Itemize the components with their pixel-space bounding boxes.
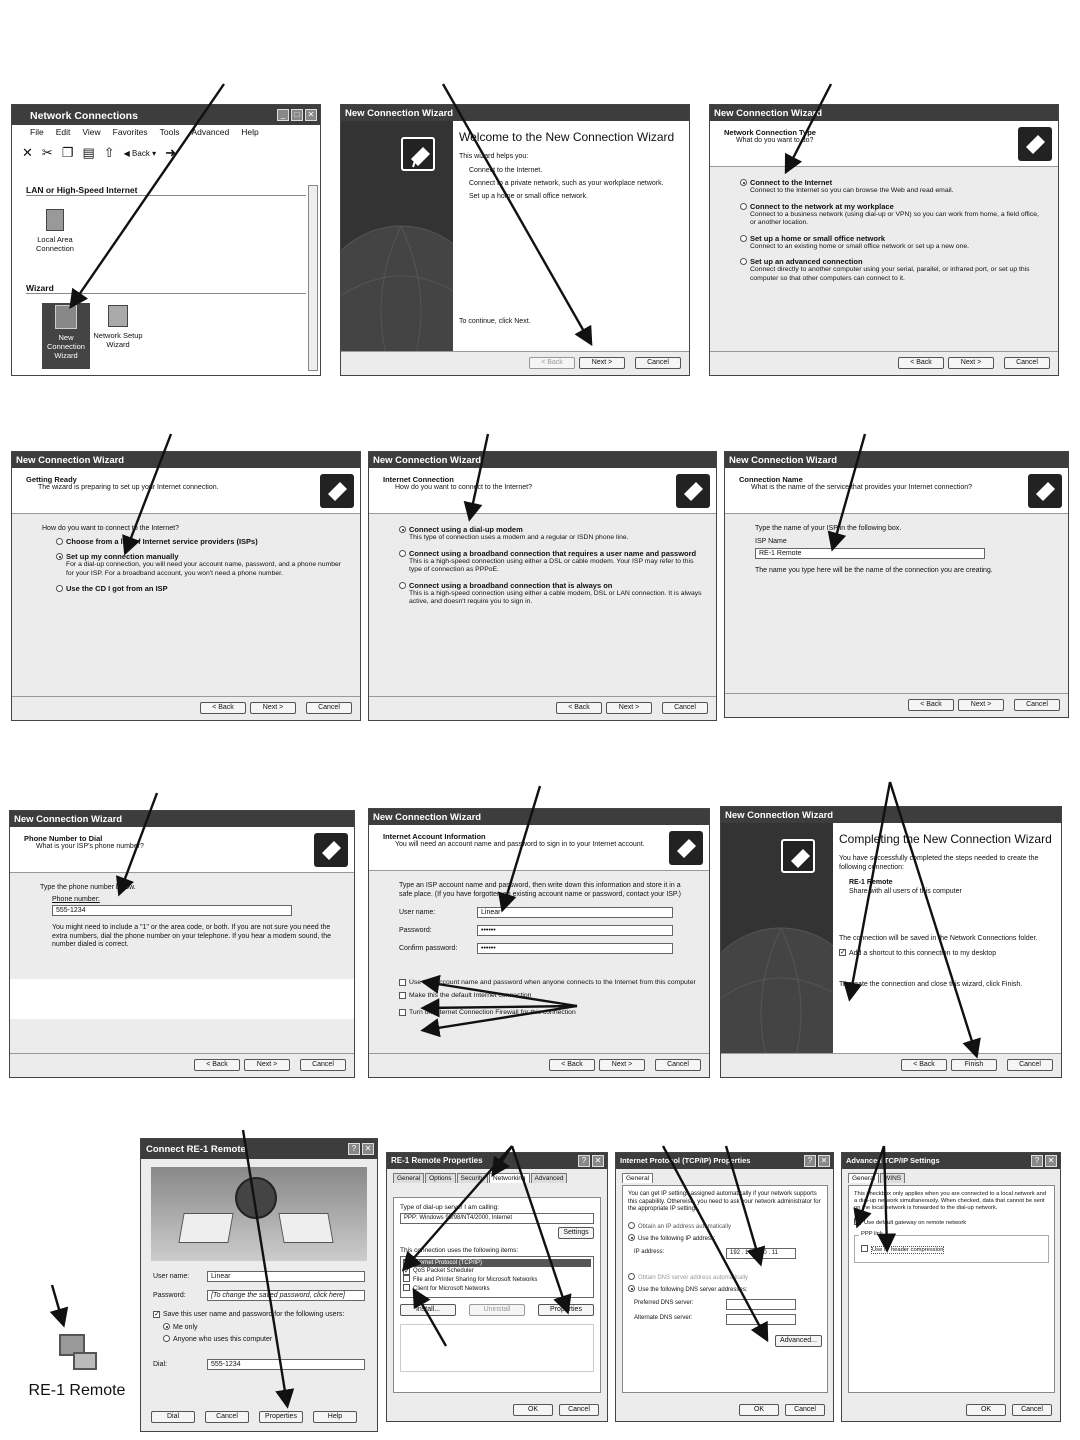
menu-advanced[interactable]: Advanced (191, 127, 230, 137)
option-broadband-always[interactable]: Connect using a broadband connection that is always on This is a high-speed connection using either a cable modem, DSL or LAN connection. It is always active, and doesn't require you to sign in. (399, 581, 702, 607)
password-label: Password: (399, 927, 432, 934)
account-info-window (368, 808, 710, 1078)
window-title: New Connection Wizard (710, 105, 1058, 121)
option-manual[interactable]: Set up my connection manually For a dial-up connection, you will need your account name, password, and a phone number for your ISP. For a broadband account, you won't need a phone number. (56, 552, 346, 578)
close-button[interactable]: ✕ (362, 1143, 374, 1155)
radio-auto-dns[interactable]: Obtain DNS server address automatically (628, 1273, 822, 1283)
internet-connection-window (368, 451, 717, 721)
list-item[interactable]: ✓ Internet Protocol (TCP/IP) (403, 1259, 591, 1267)
description-box (400, 1324, 594, 1372)
window-title: New Connection Wizard (725, 452, 1068, 468)
instruction: Type the phone number below. (40, 884, 136, 891)
window-title: Advanced TCP/IP Settings (842, 1153, 1060, 1169)
dial-select[interactable]: 555-1234 (207, 1359, 365, 1370)
alternate-dns-input[interactable] (726, 1314, 796, 1325)
network-connections-window (11, 104, 321, 376)
cancel-button[interactable]: Cancel (635, 357, 681, 369)
menu-bar (30, 127, 259, 137)
completing-wizard-window (720, 806, 1062, 1078)
wizard-logo-icon (781, 839, 815, 873)
finish-note: To create the connection and close this wizard, click Finish. (839, 981, 1023, 988)
tab-general[interactable]: General (848, 1173, 879, 1183)
phone-number-window (9, 810, 355, 1078)
instruction: Type an ISP account name and password, then write down this information and store it in a safe place. (If you have forgotten an existing account name or password, contact your ISP.) (399, 882, 681, 898)
window-title: New Connection Wizard (10, 811, 354, 827)
option-workplace[interactable]: Connect to the network at my workplace Connect to a business network (using dial-up or VPN) so you can work from home, a field office, or another location. (740, 202, 1044, 228)
header-subtitle: You will need an account name and password to sign in to your Internet account. (395, 841, 645, 848)
preferred-dns-label: Preferred DNS server: (634, 1300, 694, 1307)
intro-text: You can get IP settings assigned automatically if your network supports this capability. Otherwise, you need to ask your network administrator for the appropriate IP settings. (628, 1191, 821, 1212)
help-button[interactable]: Help (313, 1411, 357, 1423)
laptop-icon-2 (278, 1213, 333, 1243)
note: You might need to include a "1" or the area code, or both. If you are not sure you need the extra numbers, dial the phone number on your telephone. If you hear a modem sound, the number dialed is correct. (52, 924, 332, 948)
cancel-button[interactable]: Cancel (559, 1404, 599, 1416)
advanced-tcpip-dialog (841, 1152, 1061, 1422)
wizard-sidebar (721, 823, 833, 1053)
wizard-logo-icon (401, 137, 435, 171)
cancel-button[interactable]: Cancel (1007, 1059, 1053, 1071)
isp-name-label: ISP Name (755, 538, 787, 545)
back-button[interactable]: < Back (901, 1059, 947, 1071)
window-title: Network Connections (12, 105, 320, 125)
finish-button[interactable]: Finish (951, 1059, 997, 1071)
header-subtitle: The wizard is preparing to set up your Internet connection. (38, 484, 219, 491)
up-icon[interactable]: ⇧ (103, 145, 115, 160)
menu-edit[interactable]: Edit (55, 127, 71, 137)
checkbox-use-account[interactable]: Use this account name and password when anyone connects to the Internet from this computer (399, 979, 699, 987)
uninstall-button[interactable]: Uninstall (469, 1304, 525, 1316)
delete-icon[interactable]: ✕ (22, 145, 33, 160)
minimize-button[interactable]: _ (277, 109, 289, 121)
next-button[interactable]: Next > (579, 357, 625, 369)
items-list (400, 1256, 594, 1298)
tab-wins[interactable]: WINS (880, 1173, 905, 1183)
isp-name-input[interactable]: RE-1 Remote (755, 548, 985, 559)
connection-properties-dialog (386, 1152, 608, 1422)
username-label: User name: (399, 909, 436, 916)
install-button[interactable]: Install... (400, 1304, 456, 1316)
menu-tools[interactable]: Tools (159, 127, 180, 137)
back-button[interactable]: < Back (194, 1059, 240, 1071)
welcome-intro: This wizard helps you: (459, 153, 529, 160)
tab-options[interactable]: Options (425, 1173, 455, 1183)
tab-general[interactable]: General (622, 1173, 653, 1183)
ok-button[interactable]: OK (966, 1404, 1006, 1416)
section-lan: LAN or High-Speed Internet (26, 185, 306, 196)
toolbar (22, 145, 176, 161)
dial-label: Dial: (153, 1361, 168, 1368)
desktop-shortcut[interactable]: RE-1 Remote (22, 1330, 132, 1400)
ok-button[interactable]: OK (513, 1404, 553, 1416)
window-title: New Connection Wizard (369, 809, 709, 825)
wizard-sidebar (341, 121, 453, 351)
list-item[interactable]: ✓ QoS Packet Scheduler (404, 1268, 474, 1275)
cancel-button[interactable]: Cancel (1004, 357, 1050, 369)
username-input[interactable]: Linear (207, 1271, 365, 1282)
option-advanced[interactable]: Set up an advanced connection Connect directly to another computer using your serial, parallel, or infrared port, or set up this computer so that other computers can connect to it. (740, 257, 1044, 283)
ppp-link-label: PPP link (861, 1231, 883, 1237)
next-button[interactable]: Next > (606, 702, 652, 714)
option-isp-list[interactable]: Choose from a list of Internet service providers (ISPs) (56, 537, 346, 546)
cancel-button[interactable]: Cancel (205, 1411, 249, 1423)
wizard-logo-icon (320, 474, 354, 508)
properties-button[interactable]: Properties (259, 1411, 303, 1423)
wizard-icon (55, 305, 77, 329)
ip-address-label: IP address: (634, 1249, 665, 1256)
cancel-button[interactable]: Cancel (655, 1059, 701, 1071)
welcome-wizard-window (340, 104, 690, 376)
default-gateway-checkbox[interactable]: Use default gateway on remote network (854, 1218, 1049, 1227)
properties-button[interactable]: Properties (538, 1304, 594, 1316)
server-type-label: Type of dial-up server I am calling: (400, 1204, 499, 1211)
password-input[interactable]: [To change the saved password, click here] (207, 1290, 365, 1301)
window-title: Connect RE-1 Remote (141, 1139, 377, 1159)
tab-security[interactable]: Security (457, 1173, 488, 1183)
copy-icon[interactable]: ❐ (61, 145, 74, 160)
next-button[interactable]: Next > (958, 699, 1004, 711)
items-label: This connection uses the following items: (400, 1247, 519, 1254)
back-button[interactable]: ◀ Back ▾ (123, 148, 157, 158)
globe-icon (235, 1177, 277, 1219)
local-area-connection[interactable]: Local Area Connection (30, 209, 80, 253)
header-title: Phone Number to Dial (24, 834, 103, 843)
new-connection-wizard-icon[interactable]: New Connection Wizard (42, 303, 90, 369)
ip-address-input[interactable]: 192 . 168 . 20 . 11 (726, 1248, 796, 1259)
menu-favorites[interactable]: Favorites (112, 127, 148, 137)
header-title: Network Connection Type (724, 128, 816, 137)
option-connect-internet[interactable]: Connect to the Internet Connect to the Internet so you can browse the Web and read email. (740, 178, 1044, 196)
share-note: Share with all users of this computer (849, 888, 962, 895)
close-button[interactable]: ✕ (305, 109, 317, 121)
dial-button[interactable]: Dial (151, 1411, 195, 1423)
window-title: Internet Protocol (TCP/IP) Properties (616, 1153, 833, 1169)
cancel-button[interactable]: Cancel (306, 702, 352, 714)
radio-static-ip[interactable]: Use the following IP address: (628, 1234, 822, 1244)
close-button[interactable]: ✕ (1045, 1155, 1057, 1167)
phone-input[interactable]: 555-1234 (52, 905, 292, 916)
paste-icon[interactable]: ▤ (82, 145, 95, 160)
connection-name: RE-1 Remote (849, 879, 893, 886)
help-button[interactable]: ? (348, 1143, 360, 1155)
tcpip-properties-dialog (615, 1152, 834, 1422)
maximize-button[interactable]: □ (291, 109, 303, 121)
question: How do you want to connect to the Internet? (42, 525, 179, 532)
header-subtitle: How do you want to connect to the Internet? (395, 484, 532, 491)
next-button[interactable]: Next > (244, 1059, 290, 1071)
option-dialup[interactable]: Connect using a dial-up modem This type of connection uses a modem and a regular or ISDN phone line. (399, 525, 702, 543)
wizard-logo-icon (314, 833, 348, 867)
connection-name-window (724, 451, 1069, 718)
alternate-dns-label: Alternate DNS server: (634, 1315, 693, 1322)
section-wizard: Wizard (26, 283, 306, 294)
tab-networking[interactable]: Networking (489, 1173, 530, 1183)
wizard-logo-icon (676, 474, 710, 508)
wizard-logo-icon (669, 831, 703, 865)
instruction: Type the name of your ISP in the following box. (755, 525, 902, 532)
radio-static-dns[interactable]: Use the following DNS server addresses: (628, 1285, 822, 1295)
back-button[interactable]: < Back (529, 357, 575, 369)
menu-file[interactable]: File (30, 127, 44, 137)
save-note: The connection will be saved in the Network Connections folder. (839, 935, 1038, 942)
window-title: New Connection Wizard (12, 452, 360, 468)
password-input[interactable]: •••••• (477, 925, 673, 936)
welcome-heading: Welcome to the New Connection Wizard (459, 130, 675, 144)
laptop-icon (178, 1213, 233, 1243)
save-checkbox[interactable]: ✓ Save this user name and password for the following users: (154, 1311, 345, 1318)
window-title: New Connection Wizard (721, 807, 1061, 823)
menu-view[interactable]: View (82, 127, 101, 137)
header-subtitle: What do you want to do? (736, 137, 814, 144)
connection-type-window (709, 104, 1059, 376)
note: The name you type here will be the name of the connection you are creating. (755, 567, 993, 574)
window-title: RE-1 Remote Properties (387, 1153, 607, 1169)
radio-me-only[interactable]: Me only (153, 1323, 373, 1331)
header-title: Getting Ready (26, 475, 77, 484)
menu-help[interactable]: Help (241, 127, 259, 137)
option-cd[interactable]: Use the CD I got from an ISP (56, 584, 346, 593)
network-adapter-icon (46, 209, 64, 231)
ppp-link-group (854, 1231, 1049, 1263)
shortcut-checkbox[interactable]: ✓ Add a shortcut to this connection to my desktop (840, 949, 997, 957)
cancel-button[interactable]: Cancel (785, 1404, 825, 1416)
summary: You have successfully completed the steps needed to create the following connection: (839, 855, 1039, 871)
scrollbar[interactable] (308, 185, 318, 371)
connect-banner (151, 1167, 367, 1261)
checkbox-firewall[interactable]: Turn on Internet Connection Firewall for this connection (399, 1009, 699, 1017)
close-button[interactable]: ✕ (592, 1155, 604, 1167)
username-input[interactable]: Linear (477, 907, 673, 918)
continue-note: To continue, click Next. (459, 318, 531, 325)
header-title: Internet Connection (383, 475, 454, 484)
wizard-logo-icon (1018, 127, 1052, 161)
cut-icon[interactable]: ✂ (41, 145, 53, 160)
bullet-3: Set up a home or small office network. (469, 193, 588, 200)
intro-text: This checkbox only applies when you are connected to a local network and a dial-up network simultaneously. When checked, data that cannot be sent on the local network is forwarded to the dial-up network. (854, 1191, 1047, 1211)
option-home-office[interactable]: Set up a home or small office network Connect to an existing home or small office network or set up a new one. (740, 234, 1044, 252)
arrow (52, 1285, 63, 1323)
help-button[interactable]: ? (1031, 1155, 1043, 1167)
tab-general[interactable]: General (393, 1173, 424, 1183)
close-button[interactable]: ✕ (818, 1155, 830, 1167)
back-button[interactable]: < Back (200, 702, 246, 714)
cancel-button[interactable]: Cancel (1012, 1404, 1052, 1416)
window-title: New Connection Wizard (341, 105, 689, 121)
cancel-button[interactable]: Cancel (300, 1059, 346, 1071)
house-icon (108, 305, 128, 327)
settings-button[interactable]: Settings (558, 1227, 594, 1239)
bullet-1: Connect to the Internet. (469, 167, 543, 174)
checkbox-default-connection[interactable]: Make this the default Internet connection (399, 992, 699, 1000)
next-button[interactable]: Next > (599, 1059, 645, 1071)
password-label: Password: (153, 1292, 186, 1299)
completing-heading: Completing the New Connection Wizard (839, 832, 1052, 846)
header-subtitle: What is your ISP's phone number? (36, 843, 144, 850)
header-title: Internet Account Information (383, 832, 486, 841)
list-item[interactable]: File and Printer Sharing for Microsoft Networks (403, 1275, 591, 1284)
server-type-select[interactable]: PPP: Windows 95/98/NT4/2000, Internet (400, 1213, 594, 1224)
back-button[interactable]: < Back (898, 357, 944, 369)
radio-anyone[interactable]: Anyone who uses this computer (153, 1335, 373, 1343)
network-setup-wizard-icon[interactable]: Network Setup Wizard (90, 305, 146, 349)
list-item[interactable]: Client for Microsoft Networks (403, 1284, 591, 1293)
phone-label: Phone number: (52, 896, 100, 903)
header-title: Connection Name (739, 475, 803, 484)
bullet-2: Connect to a private network, such as your workplace network. (469, 180, 664, 187)
header-subtitle: What is the name of the service that provides your Internet connection? (751, 484, 973, 491)
tab-advanced[interactable]: Advanced (531, 1173, 568, 1183)
ok-button[interactable]: OK (739, 1404, 779, 1416)
back-button[interactable]: < Back (908, 699, 954, 711)
back-button[interactable]: < Back (556, 702, 602, 714)
window-title: New Connection Wizard (369, 452, 716, 468)
help-button[interactable]: ? (804, 1155, 816, 1167)
help-button[interactable]: ? (578, 1155, 590, 1167)
back-button[interactable]: < Back (549, 1059, 595, 1071)
preferred-dns-input[interactable] (726, 1299, 796, 1310)
cancel-button[interactable]: Cancel (1014, 699, 1060, 711)
cancel-button[interactable]: Cancel (662, 702, 708, 714)
forward-icon[interactable]: ➜ (165, 145, 176, 160)
dialup-connection-icon (55, 1330, 99, 1374)
confirm-password-label: Confirm password: (399, 945, 458, 952)
getting-ready-window (11, 451, 361, 721)
option-broadband-login[interactable]: Connect using a broadband connection that requires a user name and password This is a high-speed connection using either a DSL or cable modem. Your ISP may refer to this type of connection as PPPoE. (399, 549, 702, 575)
header-compression-checkbox[interactable]: Use IP header compression (861, 1245, 1042, 1254)
username-label: User name: (153, 1273, 190, 1280)
advanced-button[interactable]: Advanced... (775, 1335, 822, 1347)
confirm-password-input[interactable]: •••••• (477, 943, 673, 954)
wizard-logo-icon (1028, 474, 1062, 508)
next-button[interactable]: Next > (948, 357, 994, 369)
radio-auto-ip[interactable]: Obtain an IP address automatically (628, 1222, 822, 1232)
next-button[interactable]: Next > (250, 702, 296, 714)
connect-dialog (140, 1138, 378, 1432)
